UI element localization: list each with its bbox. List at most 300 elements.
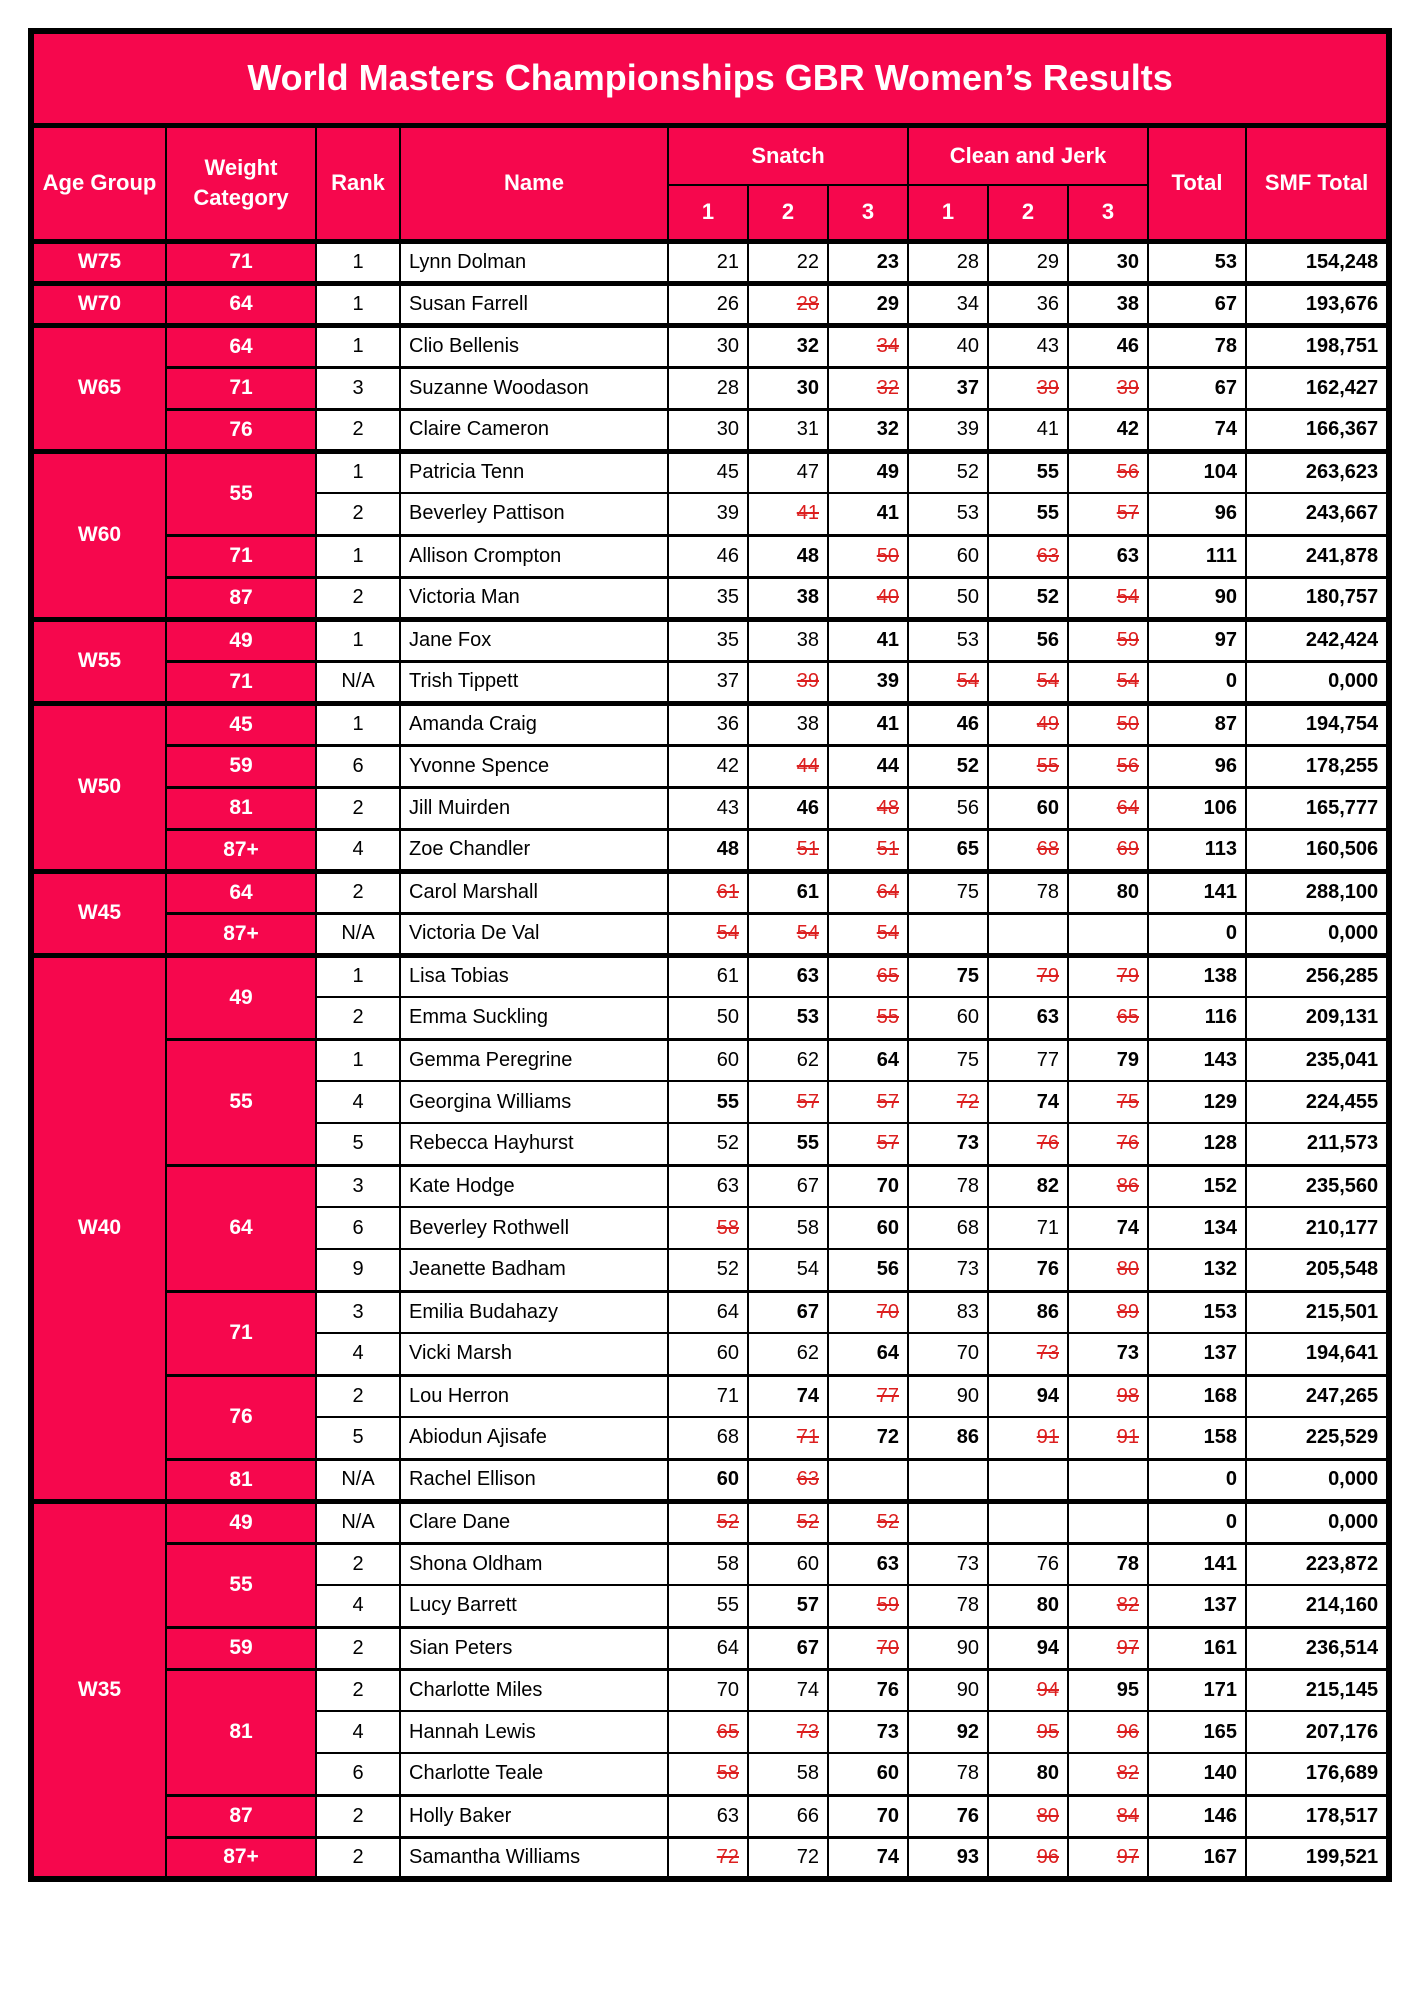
weight-category-cell: 87+ — [166, 913, 316, 955]
cj-attempt-cell: 50 — [908, 577, 988, 619]
cj-attempt-cell: 76 — [1068, 1123, 1148, 1165]
age-group-cell: W45 — [31, 871, 166, 955]
snatch-attempt-cell: 60 — [668, 1039, 748, 1081]
total-cell: 104 — [1148, 451, 1246, 493]
name-cell: Clare Dane — [400, 1501, 668, 1543]
snatch-attempt-cell: 53 — [748, 997, 828, 1039]
smf-total-cell: 288,100 — [1246, 871, 1389, 913]
snatch-attempt-cell: 41 — [748, 493, 828, 535]
cj-attempt-cell: 75 — [908, 955, 988, 997]
name-cell: Suzanne Woodason — [400, 367, 668, 409]
snatch-attempt-cell: 64 — [828, 1333, 908, 1375]
cj-attempt-cell: 36 — [988, 283, 1068, 325]
smf-total-cell: 166,367 — [1246, 409, 1389, 451]
snatch-attempt-cell: 44 — [828, 745, 908, 787]
name-cell: Rebecca Hayhurst — [400, 1123, 668, 1165]
total-cell: 165 — [1148, 1711, 1246, 1753]
snatch-attempt-cell: 41 — [828, 703, 908, 745]
weight-category-cell: 87+ — [166, 829, 316, 871]
rank-cell: 5 — [316, 1123, 400, 1165]
cj-attempt-cell: 74 — [988, 1081, 1068, 1123]
cj-attempt-cell: 77 — [988, 1039, 1068, 1081]
smf-total-cell: 242,424 — [1246, 619, 1389, 661]
cj-attempt-cell: 69 — [1068, 829, 1148, 871]
cj-attempt-cell: 95 — [988, 1711, 1068, 1753]
header-snatch-attempt-2: 2 — [748, 185, 828, 241]
cj-attempt-cell — [908, 913, 988, 955]
weight-category-cell: 87 — [166, 1795, 316, 1837]
name-cell: Gemma Peregrine — [400, 1039, 668, 1081]
snatch-attempt-cell: 51 — [748, 829, 828, 871]
cj-attempt-cell: 91 — [1068, 1417, 1148, 1459]
cj-attempt-cell: 73 — [908, 1543, 988, 1585]
name-cell: Trish Tippett — [400, 661, 668, 703]
snatch-attempt-cell: 58 — [748, 1207, 828, 1249]
snatch-attempt-cell: 49 — [828, 451, 908, 493]
cj-attempt-cell: 73 — [908, 1123, 988, 1165]
snatch-attempt-cell: 63 — [828, 1543, 908, 1585]
cj-attempt-cell: 75 — [908, 1039, 988, 1081]
snatch-attempt-cell: 58 — [668, 1753, 748, 1795]
result-row — [31, 871, 1389, 913]
snatch-attempt-cell: 62 — [748, 1039, 828, 1081]
cj-attempt-cell: 95 — [1068, 1669, 1148, 1711]
weight-category-cell: 71 — [166, 367, 316, 409]
weight-category-cell: 49 — [166, 1501, 316, 1543]
cj-attempt-cell: 55 — [988, 451, 1068, 493]
snatch-attempt-cell: 32 — [828, 367, 908, 409]
snatch-attempt-cell: 45 — [668, 451, 748, 493]
rank-cell: 6 — [316, 745, 400, 787]
snatch-attempt-cell: 74 — [748, 1669, 828, 1711]
result-row — [31, 535, 1389, 577]
cj-attempt-cell — [988, 1459, 1068, 1501]
name-cell: Clio Bellenis — [400, 325, 668, 367]
name-cell: Beverley Pattison — [400, 493, 668, 535]
rank-cell: N/A — [316, 661, 400, 703]
header-snatch-attempt-3: 3 — [828, 185, 908, 241]
smf-total-cell: 178,255 — [1246, 745, 1389, 787]
snatch-attempt-cell: 60 — [668, 1333, 748, 1375]
rank-cell: 5 — [316, 1417, 400, 1459]
header-age-group: Age Group — [31, 125, 166, 241]
snatch-attempt-cell: 65 — [828, 955, 908, 997]
cj-attempt-cell: 96 — [1068, 1711, 1148, 1753]
smf-total-cell: 236,514 — [1246, 1627, 1389, 1669]
cj-attempt-cell: 96 — [988, 1837, 1068, 1879]
cj-attempt-cell: 76 — [988, 1543, 1068, 1585]
name-cell: Susan Farrell — [400, 283, 668, 325]
smf-total-cell: 193,676 — [1246, 283, 1389, 325]
header-name: Name — [400, 125, 668, 241]
cj-attempt-cell: 97 — [1068, 1837, 1148, 1879]
weight-category-cell: 81 — [166, 1669, 316, 1795]
cj-attempt-cell: 75 — [908, 871, 988, 913]
page-title: World Masters Championships GBR Women’s Results — [31, 31, 1389, 125]
snatch-attempt-cell: 32 — [748, 325, 828, 367]
smf-total-cell: 223,872 — [1246, 1543, 1389, 1585]
cj-attempt-cell — [988, 1501, 1068, 1543]
snatch-attempt-cell: 55 — [668, 1081, 748, 1123]
cj-attempt-cell: 46 — [1068, 325, 1148, 367]
snatch-attempt-cell: 38 — [748, 577, 828, 619]
snatch-attempt-cell: 65 — [668, 1711, 748, 1753]
snatch-attempt-cell: 48 — [748, 535, 828, 577]
rank-cell: N/A — [316, 1501, 400, 1543]
snatch-attempt-cell: 37 — [668, 661, 748, 703]
cj-attempt-cell: 63 — [988, 997, 1068, 1039]
smf-total-cell: 0,000 — [1246, 1501, 1389, 1543]
cj-attempt-cell: 76 — [908, 1795, 988, 1837]
rank-cell: 1 — [316, 451, 400, 493]
cj-attempt-cell — [988, 913, 1068, 955]
cj-attempt-cell: 91 — [988, 1417, 1068, 1459]
total-cell: 0 — [1148, 913, 1246, 955]
age-group-cell: W60 — [31, 451, 166, 619]
snatch-attempt-cell: 23 — [828, 241, 908, 283]
weight-category-cell: 55 — [166, 451, 316, 535]
total-cell: 171 — [1148, 1669, 1246, 1711]
name-cell: Hannah Lewis — [400, 1711, 668, 1753]
snatch-attempt-cell: 36 — [668, 703, 748, 745]
weight-category-cell: 49 — [166, 955, 316, 1039]
age-group-cell: W40 — [31, 955, 166, 1501]
result-row — [31, 619, 1389, 661]
total-cell: 152 — [1148, 1165, 1246, 1207]
name-cell: Shona Oldham — [400, 1543, 668, 1585]
cj-attempt-cell: 94 — [988, 1669, 1068, 1711]
snatch-attempt-cell: 58 — [748, 1753, 828, 1795]
result-row — [31, 1501, 1389, 1543]
age-group-cell: W75 — [31, 241, 166, 283]
snatch-attempt-cell: 58 — [668, 1207, 748, 1249]
smf-total-cell: 210,177 — [1246, 1207, 1389, 1249]
cj-attempt-cell: 28 — [908, 241, 988, 283]
snatch-attempt-cell: 48 — [828, 787, 908, 829]
weight-category-cell: 87+ — [166, 1837, 316, 1879]
total-cell: 111 — [1148, 535, 1246, 577]
rank-cell: 1 — [316, 283, 400, 325]
title-row — [31, 31, 1389, 125]
cj-attempt-cell: 46 — [908, 703, 988, 745]
snatch-attempt-cell: 60 — [748, 1543, 828, 1585]
name-cell: Claire Cameron — [400, 409, 668, 451]
cj-attempt-cell: 94 — [988, 1627, 1068, 1669]
snatch-attempt-cell: 72 — [748, 1837, 828, 1879]
snatch-attempt-cell: 62 — [748, 1333, 828, 1375]
total-cell: 141 — [1148, 871, 1246, 913]
cj-attempt-cell: 78 — [1068, 1543, 1148, 1585]
cj-attempt-cell: 79 — [1068, 955, 1148, 997]
name-cell: Allison Crompton — [400, 535, 668, 577]
cj-attempt-cell: 75 — [1068, 1081, 1148, 1123]
result-row — [31, 241, 1389, 283]
rank-cell: 4 — [316, 829, 400, 871]
name-cell: Samantha Williams — [400, 1837, 668, 1879]
snatch-attempt-cell: 63 — [748, 1459, 828, 1501]
snatch-attempt-cell: 70 — [828, 1165, 908, 1207]
cj-attempt-cell: 54 — [1068, 661, 1148, 703]
rank-cell: 1 — [316, 955, 400, 997]
smf-total-cell: 207,176 — [1246, 1711, 1389, 1753]
weight-category-cell: 55 — [166, 1543, 316, 1627]
name-cell: Emilia Budahazy — [400, 1291, 668, 1333]
cj-attempt-cell — [1068, 913, 1148, 955]
snatch-attempt-cell: 68 — [668, 1417, 748, 1459]
total-cell: 167 — [1148, 1837, 1246, 1879]
snatch-attempt-cell: 71 — [748, 1417, 828, 1459]
cj-attempt-cell: 73 — [988, 1333, 1068, 1375]
age-group-cell: W65 — [31, 325, 166, 451]
snatch-attempt-cell: 57 — [828, 1081, 908, 1123]
rank-cell: 2 — [316, 1795, 400, 1837]
cj-attempt-cell: 79 — [988, 955, 1068, 997]
rank-cell: 4 — [316, 1081, 400, 1123]
rank-cell: 9 — [316, 1249, 400, 1291]
cj-attempt-cell: 52 — [908, 451, 988, 493]
snatch-attempt-cell: 38 — [748, 703, 828, 745]
snatch-attempt-cell: 38 — [748, 619, 828, 661]
smf-total-cell: 154,248 — [1246, 241, 1389, 283]
snatch-attempt-cell: 67 — [748, 1291, 828, 1333]
cj-attempt-cell: 80 — [988, 1585, 1068, 1627]
cj-attempt-cell: 30 — [1068, 241, 1148, 283]
cj-attempt-cell: 60 — [908, 997, 988, 1039]
smf-total-cell: 194,754 — [1246, 703, 1389, 745]
name-cell: Abiodun Ajisafe — [400, 1417, 668, 1459]
snatch-attempt-cell: 22 — [748, 241, 828, 283]
snatch-attempt-cell: 71 — [668, 1375, 748, 1417]
snatch-attempt-cell: 55 — [668, 1585, 748, 1627]
name-cell: Victoria De Val — [400, 913, 668, 955]
result-row — [31, 1795, 1389, 1837]
snatch-attempt-cell: 47 — [748, 451, 828, 493]
result-row — [31, 913, 1389, 955]
snatch-attempt-cell: 63 — [748, 955, 828, 997]
total-cell: 0 — [1148, 661, 1246, 703]
rank-cell: 2 — [316, 1627, 400, 1669]
snatch-attempt-cell: 60 — [828, 1207, 908, 1249]
smf-total-cell: 180,757 — [1246, 577, 1389, 619]
cj-attempt-cell: 60 — [908, 535, 988, 577]
name-cell: Zoe Chandler — [400, 829, 668, 871]
total-cell: 129 — [1148, 1081, 1246, 1123]
cj-attempt-cell: 68 — [988, 829, 1068, 871]
snatch-attempt-cell: 73 — [828, 1711, 908, 1753]
cj-attempt-cell: 70 — [908, 1333, 988, 1375]
header-cj-attempt-2: 2 — [988, 185, 1068, 241]
snatch-attempt-cell: 72 — [828, 1417, 908, 1459]
cj-attempt-cell: 39 — [988, 367, 1068, 409]
cj-attempt-cell: 53 — [908, 619, 988, 661]
total-cell: 116 — [1148, 997, 1246, 1039]
cj-attempt-cell: 52 — [988, 577, 1068, 619]
cj-attempt-cell: 56 — [988, 619, 1068, 661]
total-cell: 106 — [1148, 787, 1246, 829]
rank-cell: 6 — [316, 1753, 400, 1795]
weight-category-cell: 76 — [166, 409, 316, 451]
snatch-attempt-cell: 44 — [748, 745, 828, 787]
smf-total-cell: 199,521 — [1246, 1837, 1389, 1879]
snatch-attempt-cell: 54 — [748, 1249, 828, 1291]
smf-total-cell: 256,285 — [1246, 955, 1389, 997]
result-row — [31, 955, 1389, 997]
cj-attempt-cell: 39 — [1068, 367, 1148, 409]
cj-attempt-cell: 43 — [988, 325, 1068, 367]
snatch-attempt-cell: 57 — [828, 1123, 908, 1165]
cj-attempt-cell: 65 — [1068, 997, 1148, 1039]
weight-category-cell: 55 — [166, 1039, 316, 1165]
snatch-attempt-cell: 54 — [668, 913, 748, 955]
result-row — [31, 787, 1389, 829]
weight-category-cell: 64 — [166, 1165, 316, 1291]
weight-category-cell: 71 — [166, 535, 316, 577]
header-smf-total: SMF Total — [1246, 125, 1389, 241]
name-cell: Kate Hodge — [400, 1165, 668, 1207]
snatch-attempt-cell: 60 — [828, 1753, 908, 1795]
weight-category-cell: 71 — [166, 661, 316, 703]
result-row — [31, 829, 1389, 871]
result-row — [31, 367, 1389, 409]
smf-total-cell: 205,548 — [1246, 1249, 1389, 1291]
result-row — [31, 661, 1389, 703]
rank-cell: 1 — [316, 241, 400, 283]
smf-total-cell: 214,160 — [1246, 1585, 1389, 1627]
name-cell: Georgina Williams — [400, 1081, 668, 1123]
snatch-attempt-cell: 43 — [668, 787, 748, 829]
total-cell: 67 — [1148, 283, 1246, 325]
weight-category-cell: 64 — [166, 283, 316, 325]
cj-attempt-cell: 78 — [908, 1165, 988, 1207]
total-cell: 153 — [1148, 1291, 1246, 1333]
snatch-attempt-cell: 76 — [828, 1669, 908, 1711]
weight-category-cell: 76 — [166, 1375, 316, 1459]
name-cell: Amanda Craig — [400, 703, 668, 745]
cj-attempt-cell: 80 — [988, 1753, 1068, 1795]
cj-attempt-cell: 38 — [1068, 283, 1148, 325]
snatch-attempt-cell: 54 — [748, 913, 828, 955]
cj-attempt-cell: 78 — [908, 1585, 988, 1627]
result-row — [31, 1039, 1389, 1081]
result-row — [31, 1669, 1389, 1711]
smf-total-cell: 224,455 — [1246, 1081, 1389, 1123]
cj-attempt-cell: 90 — [908, 1669, 988, 1711]
name-cell: Jeanette Badham — [400, 1249, 668, 1291]
rank-cell: 2 — [316, 787, 400, 829]
header-snatch-attempt-1: 1 — [668, 185, 748, 241]
rank-cell: N/A — [316, 913, 400, 955]
smf-total-cell: 225,529 — [1246, 1417, 1389, 1459]
total-cell: 74 — [1148, 409, 1246, 451]
smf-total-cell: 0,000 — [1246, 913, 1389, 955]
snatch-attempt-cell: 50 — [668, 997, 748, 1039]
rank-cell: 2 — [316, 997, 400, 1039]
total-cell: 168 — [1148, 1375, 1246, 1417]
snatch-attempt-cell: 54 — [828, 913, 908, 955]
cj-attempt-cell: 82 — [1068, 1585, 1148, 1627]
snatch-attempt-cell: 50 — [828, 535, 908, 577]
cj-attempt-cell: 79 — [1068, 1039, 1148, 1081]
cj-attempt-cell: 41 — [988, 409, 1068, 451]
result-row — [31, 451, 1389, 493]
cj-attempt-cell: 90 — [908, 1375, 988, 1417]
snatch-attempt-cell: 35 — [668, 619, 748, 661]
total-cell: 97 — [1148, 619, 1246, 661]
cj-attempt-cell: 68 — [908, 1207, 988, 1249]
total-cell: 78 — [1148, 325, 1246, 367]
cj-attempt-cell: 73 — [1068, 1333, 1148, 1375]
cj-attempt-cell: 65 — [908, 829, 988, 871]
cj-attempt-cell: 80 — [1068, 871, 1148, 913]
cj-attempt-cell: 63 — [1068, 535, 1148, 577]
snatch-attempt-cell: 63 — [668, 1165, 748, 1207]
smf-total-cell: 209,131 — [1246, 997, 1389, 1039]
snatch-attempt-cell: 52 — [668, 1249, 748, 1291]
header-snatch: Snatch — [668, 125, 908, 185]
cj-attempt-cell — [908, 1501, 988, 1543]
snatch-attempt-cell: 46 — [668, 535, 748, 577]
result-row — [31, 577, 1389, 619]
rank-cell: 2 — [316, 1669, 400, 1711]
snatch-attempt-cell: 34 — [828, 325, 908, 367]
snatch-attempt-cell: 30 — [668, 325, 748, 367]
smf-total-cell: 241,878 — [1246, 535, 1389, 577]
cj-attempt-cell: 60 — [988, 787, 1068, 829]
name-cell: Charlotte Miles — [400, 1669, 668, 1711]
rank-cell: 1 — [316, 619, 400, 661]
snatch-attempt-cell: 63 — [668, 1795, 748, 1837]
result-row — [31, 703, 1389, 745]
cj-attempt-cell: 84 — [1068, 1795, 1148, 1837]
rank-cell: 2 — [316, 871, 400, 913]
snatch-attempt-cell: 59 — [828, 1585, 908, 1627]
total-cell: 146 — [1148, 1795, 1246, 1837]
cj-attempt-cell: 54 — [908, 661, 988, 703]
cj-attempt-cell — [1068, 1459, 1148, 1501]
weight-category-cell: 45 — [166, 703, 316, 745]
name-cell: Vicki Marsh — [400, 1333, 668, 1375]
smf-total-cell: 194,641 — [1246, 1333, 1389, 1375]
cj-attempt-cell: 83 — [908, 1291, 988, 1333]
cj-attempt-cell: 78 — [988, 871, 1068, 913]
weight-category-cell: 59 — [166, 745, 316, 787]
snatch-attempt-cell: 52 — [748, 1501, 828, 1543]
header-rank: Rank — [316, 125, 400, 241]
smf-total-cell: 178,517 — [1246, 1795, 1389, 1837]
rank-cell: 4 — [316, 1585, 400, 1627]
cj-attempt-cell: 94 — [988, 1375, 1068, 1417]
age-group-cell: W70 — [31, 283, 166, 325]
cj-attempt-cell: 52 — [908, 745, 988, 787]
total-cell: 134 — [1148, 1207, 1246, 1249]
cj-attempt-cell: 29 — [988, 241, 1068, 283]
smf-total-cell: 235,041 — [1246, 1039, 1389, 1081]
snatch-attempt-cell: 67 — [748, 1627, 828, 1669]
snatch-attempt-cell: 70 — [668, 1669, 748, 1711]
cj-attempt-cell: 93 — [908, 1837, 988, 1879]
snatch-attempt-cell — [828, 1459, 908, 1501]
cj-attempt-cell: 40 — [908, 325, 988, 367]
cj-attempt-cell: 98 — [1068, 1375, 1148, 1417]
snatch-attempt-cell: 61 — [748, 871, 828, 913]
weight-category-cell: 87 — [166, 577, 316, 619]
result-row — [31, 1165, 1389, 1207]
cj-attempt-cell: 56 — [908, 787, 988, 829]
name-cell: Lucy Barrett — [400, 1585, 668, 1627]
rank-cell: N/A — [316, 1459, 400, 1501]
total-cell: 67 — [1148, 367, 1246, 409]
smf-total-cell: 0,000 — [1246, 1459, 1389, 1501]
